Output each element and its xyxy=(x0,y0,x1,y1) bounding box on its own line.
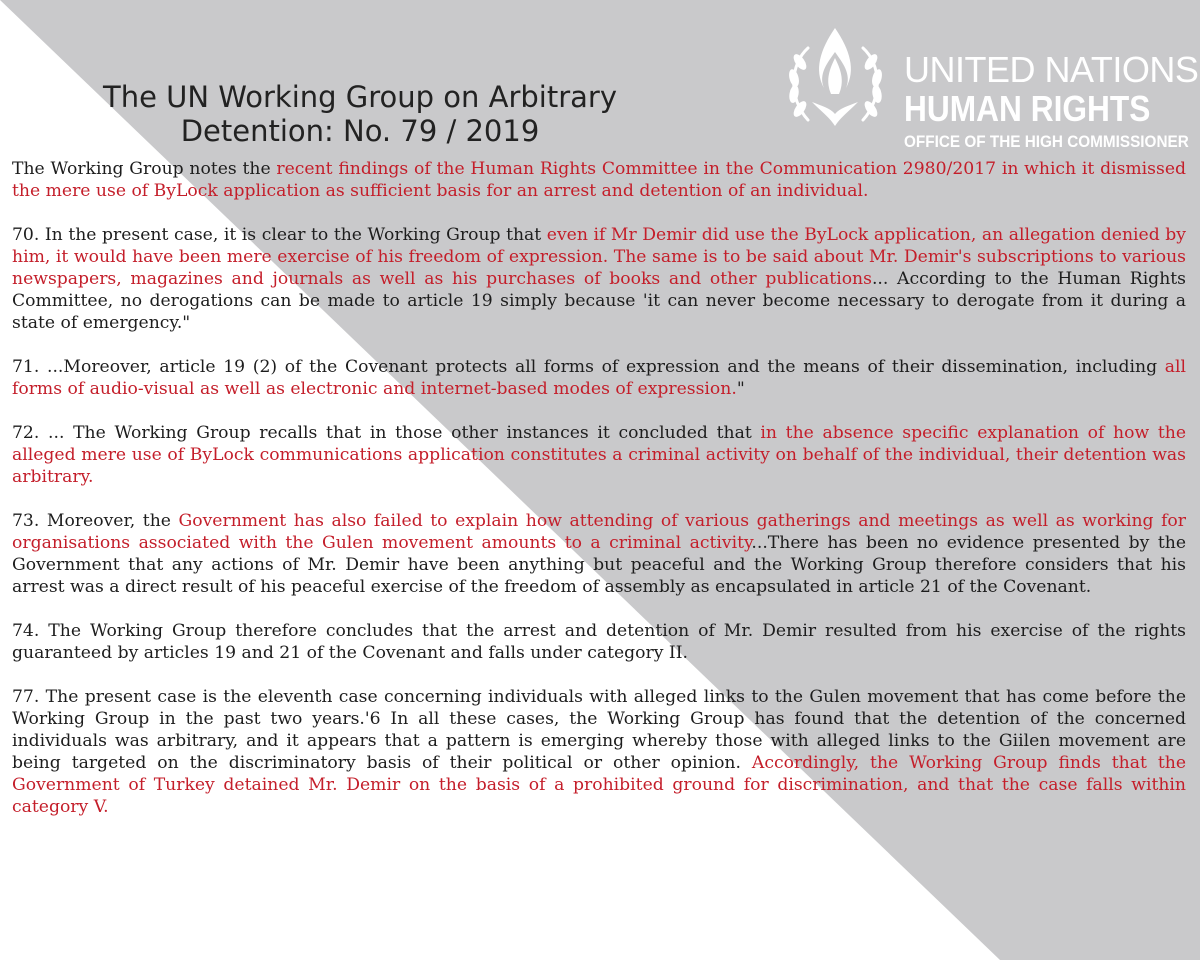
text-segment: ...There has been no evidence presented by the Government that any actions of Mr. Demir have been anything but peaceful and the Working Group therefore considers that his arrest was a direct result of his peaceful exercise of the freedom of assembly as encapsulated in article 21 of the Covenant. xyxy=(12,533,1186,597)
page-title-line-2: Detention: No. 79 / 2019 xyxy=(180,114,540,148)
text-segment: 77. The present case is the eleventh case concerning individuals with alleged links to the Gulen movement that has come before the Working Group in the past two years.'6 In all these cases, the Working Group has found that the detention of the concerned individuals was arbitrary, and it appears that a pattern is emerging whereby those with alleged links to the Giilen movement are being targeted on the discriminatory basis of their political or other opinion. xyxy=(12,687,1186,773)
page-title-line-1: The UN Working Group on Arbitrary xyxy=(102,80,617,114)
highlighted-text: Government has also failed to explain how attending of various gatherings and meetings as well as working for organisations associated with the Gulen movement amounts to a criminal activity xyxy=(12,511,1186,553)
logo-wordmark xyxy=(904,50,1200,154)
highlighted-text: in the absence specific explanation of how the alleged mere use of ByLock communications application constitutes a criminal activity on behalf of the individual, their detention was arbitrary. xyxy=(12,423,1186,487)
paragraph-71 xyxy=(12,356,1186,400)
highlighted-text: recent findings of the Human Rights Committee in the Communication 2980/2017 in which it dismissed the mere use of ByLock application as sufficient basis for an arrest and detention of an individual. xyxy=(12,159,1186,201)
paragraph-77 xyxy=(12,686,1186,818)
un-human-rights-flame-laurel-icon xyxy=(778,22,893,140)
highlighted-text: Accordingly, the Working Group finds that the Government of Turkey detained Mr. Demir on the basis of a prohibited ground for discrimination, and that the case falls within category V. xyxy=(12,753,1186,817)
logo-human-rights: HUMAN RIGHTS xyxy=(904,88,1151,129)
highlighted-text: even if Mr Demir did use the ByLock application, an allegation denied by him, it would have been mere exercise of his freedom of expression. The same is to be said about Mr. Demir's subscriptions to various newspapers, magazines and journals as well as his purchases of books and other publications xyxy=(12,225,1186,289)
text-segment: 70. In the present case, it is clear to the Working Group that xyxy=(12,225,547,245)
text-segment: 72. ... The Working Group recalls that in those other instances it concluded that xyxy=(12,423,761,443)
text-segment: 74. The Working Group therefore concludes that the arrest and detention of Mr. Demir resulted from his exercise of the rights guaranteed by articles 19 and 21 of the Covenant and falls under category II. xyxy=(12,621,1186,663)
paragraph-intro xyxy=(12,158,1186,202)
document-body xyxy=(12,158,1186,840)
paragraph-74 xyxy=(12,620,1186,664)
paragraph-72 xyxy=(12,422,1186,488)
highlighted-text: all forms of audio-visual as well as electronic and internet-based modes of expression. xyxy=(12,357,1186,399)
page-title xyxy=(40,80,680,148)
paragraph-73 xyxy=(12,510,1186,598)
text-segment: " xyxy=(736,379,745,399)
text-segment: The Working Group notes the xyxy=(12,159,277,179)
text-segment: 71. ...Moreover, article 19 (2) of the Covenant protects all forms of expression and the means of their dissemination, including xyxy=(12,357,1165,377)
text-segment: ... According to the Human Rights Committee, no derogations can be made to article 19 simply because 'it can never become necessary to derogate from it during a state of emergency." xyxy=(12,269,1186,333)
paragraph-70 xyxy=(12,224,1186,334)
logo-united-nations: UNITED NATIONS xyxy=(904,49,1199,90)
text-segment: 73. Moreover, the xyxy=(12,511,179,531)
un-human-rights-logo xyxy=(778,22,1199,151)
logo-office-high-commissioner: OFFICE OF THE HIGH COMMISSIONER xyxy=(904,132,1189,151)
